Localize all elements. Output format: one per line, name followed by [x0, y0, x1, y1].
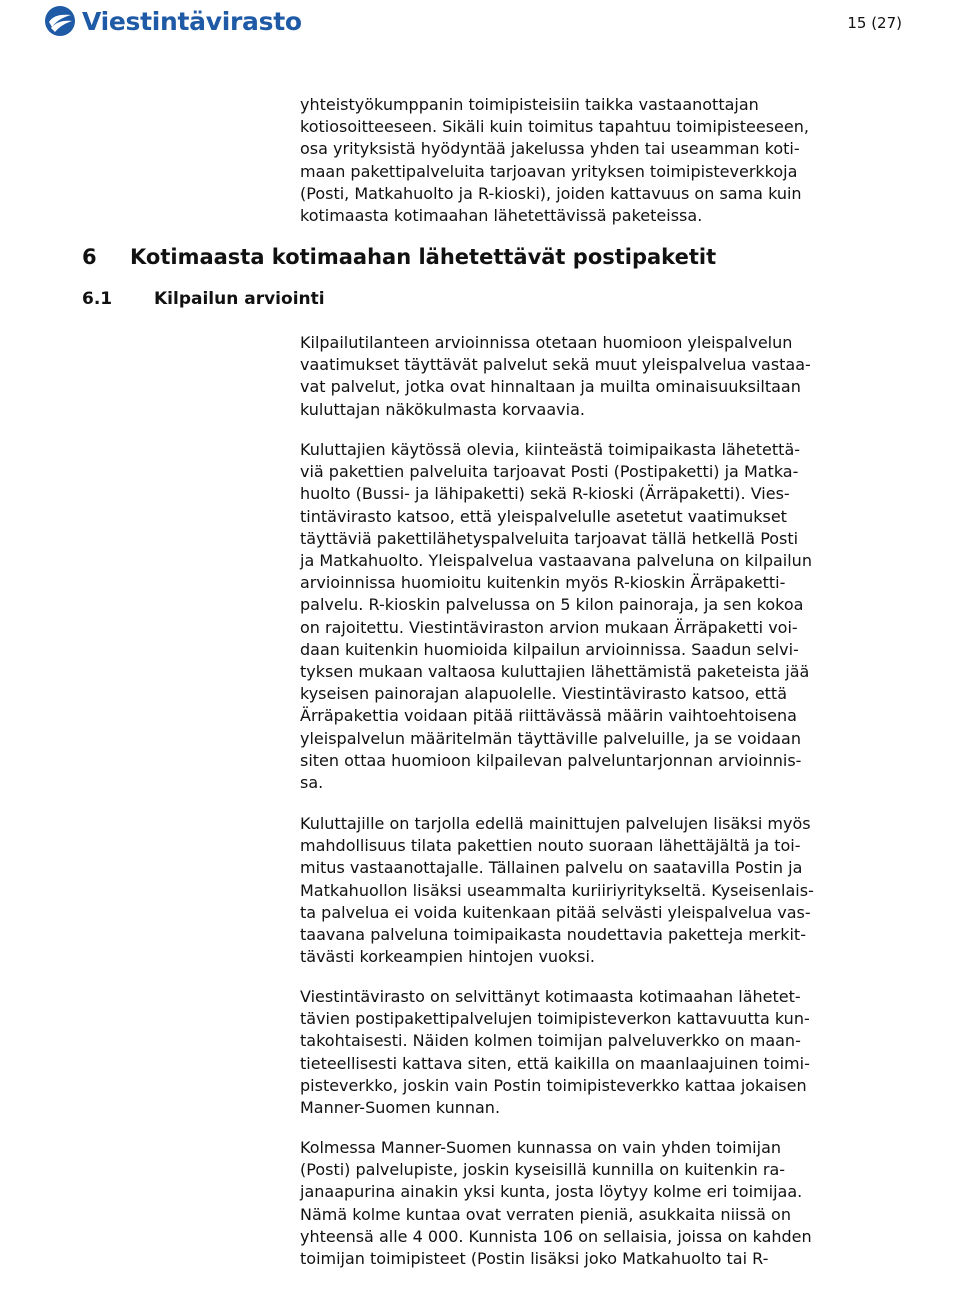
page-header	[0, 0, 960, 48]
section-title: Kotimaasta kotimaahan lähetettävät postipaketit	[130, 245, 717, 269]
text-line: Kuluttajien käytössä olevia, kiinteästä toimipaikasta lähetettä-	[300, 440, 801, 459]
text-line: Kuluttajille on tarjolla edellä mainittujen palvelujen lisäksi myös	[300, 814, 811, 833]
text-line: yhteistyökumppanin toimipisteisiin taikka vastaanottajan	[300, 95, 759, 114]
text-line: Ärräpakettia voidaan pitää riittävässä määrin vaihtoehtoisena	[300, 706, 797, 726]
text-line: maan pakettipalveluita tarjoavan yrityksen toimipisteverkkoja	[300, 161, 798, 181]
subsection-number: 6.1	[82, 289, 113, 309]
text-line: tyksen mukaan valtaosa kuluttajien lähettämistä paketeista jää	[300, 662, 810, 682]
text-line: Nämä kolme kuntaa ovat verraten pieniä, asukkaita niissä on	[300, 1204, 791, 1224]
text-line: vaatimukset täyttävät palvelut sekä muut yleispalvelua vastaa-	[300, 355, 811, 375]
text-line: yleispalvelun määritelmän täyttäville palveluille, ja se voidaan	[300, 728, 801, 748]
text-line: Manner-Suomen kunnan.	[300, 1098, 501, 1118]
intro-paragraph	[300, 94, 900, 227]
section-number: 6	[82, 245, 97, 269]
text-line: pisteverkko, joskin vain Postin toimipisteverkko kattaa jokaisen	[300, 1075, 807, 1095]
text-line: kotimaasta kotimaahan lähetettävissä paketeissa.	[300, 206, 703, 226]
text-line: viä pakettien palveluita tarjoavat Posti (Postipaketti) ja Matka-	[300, 462, 799, 482]
text-line: Matkahuollon lisäksi useammalta kuriiriyritykseltä. Kyseisenlais-	[300, 880, 814, 900]
paragraph-3	[300, 813, 900, 968]
text-line: mahdollisuus tilata pakettien nouto suoraan lähettäjältä ja toi-	[300, 836, 801, 856]
text-line: tävästi korkeampien hintojen vuoksi.	[300, 947, 595, 967]
text-line: ja Matkahuolto. Yleispalvelua vastaavana palveluna on kilpailun	[300, 551, 812, 571]
text-line: kuluttajan näkökulmasta korvaavia.	[300, 399, 585, 419]
text-line: Kolmessa Manner-Suomen kunnassa on vain yhden toimijan	[300, 1138, 782, 1157]
text-line: siten ottaa huomioon kilpailevan palveluntarjonnan arvioinnis-	[300, 750, 802, 770]
text-line: on rajoitettu. Viestintäviraston arvion mukaan Ärräpaketti voi-	[300, 617, 798, 637]
text-line: huolto (Bussi- ja lähipaketti) sekä R-kioski (Ärräpaketti). Vies-	[300, 484, 790, 504]
text-line: tävien postipakettipalvelujen toimipisteverkon kattavuutta kun-	[300, 1009, 810, 1029]
text-line: osa yrityksistä hyödyntää jakelussa yhden tai useamman koti-	[300, 139, 800, 159]
text-line: daan kuitenkin huomioida kilpailun arvioinnissa. Saadun selvi-	[300, 639, 799, 659]
text-line: takohtaisesti. Näiden kolmen toimijan palveluverkko on maan-	[300, 1031, 801, 1051]
agency-emblem-icon	[44, 5, 76, 37]
text-line: Kilpailutilanteen arvioinnissa otetaan huomioon yleispalvelun	[300, 333, 793, 352]
paragraph-1	[300, 332, 900, 421]
text-line: janaapurina ainakin yksi kunta, josta löytyy kolme eri toimijaa.	[300, 1182, 803, 1202]
section-heading	[82, 245, 716, 269]
text-line: tieteellisesti kattava siten, että kaikilla on maanlaajuinen toimi-	[300, 1053, 810, 1073]
paragraph-5	[300, 1137, 900, 1270]
text-line: palvelu. R-kioskin palvelussa on 5 kilon painoraja, ja sen kokoa	[300, 595, 804, 615]
subsection-heading	[82, 289, 325, 309]
text-line: taavana palveluna toimipaikasta noudettavia paketteja merkit-	[300, 925, 806, 945]
paragraph-4	[300, 986, 900, 1119]
text-line: sa.	[300, 773, 324, 793]
text-line: yhteensä alle 4 000. Kunnista 106 on sellaisia, joissa on kahden	[300, 1226, 812, 1246]
text-line: Viestintävirasto on selvittänyt kotimaasta kotimaahan lähetet-	[300, 987, 801, 1006]
agency-logo	[44, 2, 302, 40]
text-line: täyttäviä pakettilähetyspalveluita tarjoavat tällä hetkellä Posti	[300, 528, 799, 548]
paragraph-2	[300, 439, 900, 794]
page-number: 15 (27)	[847, 14, 902, 32]
logo-text: Viestintävirasto	[82, 6, 302, 36]
text-line: mitus vastaanottajalle. Tällainen palvelu on saatavilla Postin ja	[300, 858, 803, 878]
text-line: arvioinnissa huomioitu kuitenkin myös R-kioskin Ärräpaketti-	[300, 573, 786, 593]
text-line: vat palvelut, jotka ovat hinnaltaan ja muilta ominaisuuksiltaan	[300, 377, 801, 397]
text-line: kotiosoitteeseen. Sikäli kuin toimitus tapahtuu toimipisteeseen,	[300, 117, 809, 137]
text-line: ta palvelua ei voida kuitenkaan pitää selvästi yleispalvelua vas-	[300, 902, 811, 922]
text-line: toimijan toimipisteet (Postin lisäksi joko Matkahuolto tai R-	[300, 1249, 769, 1269]
text-line: tintävirasto katsoo, että yleispalvelulle asetetut vaatimukset	[300, 506, 787, 526]
text-line: (Posti) palvelupiste, joskin kyseisillä kunnilla on kuitenkin ra-	[300, 1160, 786, 1180]
text-line: kyseisen painorajan alapuolelle. Viestintävirasto katsoo, että	[300, 684, 788, 704]
text-line: (Posti, Matkahuolto ja R-kioski), joiden kattavuus on sama kuin	[300, 183, 802, 203]
subsection-title: Kilpailun arviointi	[154, 289, 325, 309]
